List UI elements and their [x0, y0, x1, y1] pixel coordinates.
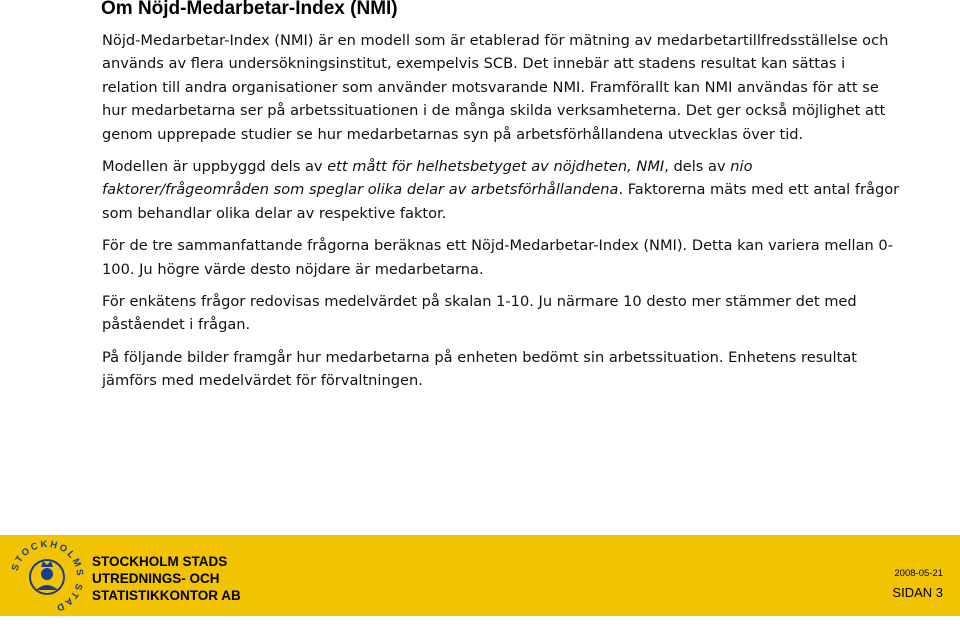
logo-text: STOCKHOLMS STAD	[9, 538, 86, 614]
organization-name-line: UTREDNINGS- OCH	[92, 571, 220, 586]
paragraph-index: För de tre sammanfattande frågorna beräknas ett Nöjd-Medarbetar-Index (NMI). Detta kan variera mellan 0-100. Ju högre värde desto nöjdare är medarbetarna.	[102, 237, 893, 278]
organization-name	[92, 553, 241, 604]
footer-date: 2008-05-21	[894, 568, 943, 579]
paragraph-model-text: , dels av	[664, 158, 731, 176]
stockholm-stad-seal-icon	[8, 538, 86, 616]
page-number: SIDAN 3	[892, 585, 943, 600]
footer-bar	[0, 535, 960, 616]
paragraph-model-italic-nmi: ett mått för helhetsbetyget av nöjdheten, NMI	[327, 158, 665, 176]
page-title: Om Nöjd-Medarbetar-Index (NMI)	[101, 0, 398, 19]
body-text	[102, 29, 902, 402]
paragraph-model-text: Modellen är uppbyggd dels av	[102, 158, 328, 176]
paragraph-scale: För enkätens frågor redovisas medelvärdet på skalan 1-10. Ju närmare 10 desto mer stämmer det med påståendet i frågan.	[102, 293, 857, 334]
paragraph-model-italic-factors: nio faktorer/frågeområden som speglar olika delar av arbetsförhållandena	[102, 158, 753, 199]
paragraph-model-text: . Faktorerna mäts med ett antal frågor som behandlar olika delar av respektive faktor.	[102, 181, 900, 222]
paragraph-model	[102, 155, 902, 225]
paragraph-intro: Nöjd-Medarbetar-Index (NMI) är en modell som är etablerad för mätning av medarbetartillfredsställelse och används av flera undersökningsinstitut, exempelvis SCB. Det innebär att stadens resultat kan sättas i relation till andra organisationer som använder motsvarande NMI. Framförallt kan NMI användas för att se hur medarbetarna ser på arbetssituationen i de många skilda verksamheterna. Det ger också möjlighet att genom upprepade studier se hur medarbetarnas syn på arbetsförhållandena utvecklas över tid.	[102, 32, 889, 143]
organization-name-line: STOCKHOLM STADS	[92, 554, 228, 569]
organization-name-line: STATISTIKKONTOR AB	[92, 588, 241, 603]
paragraph-comparison: På följande bilder framgår hur medarbetarna på enheten bedömt sin arbetssituation. Enhetens resultat jämförs med medelvärdet för förvaltningen.	[102, 348, 857, 390]
